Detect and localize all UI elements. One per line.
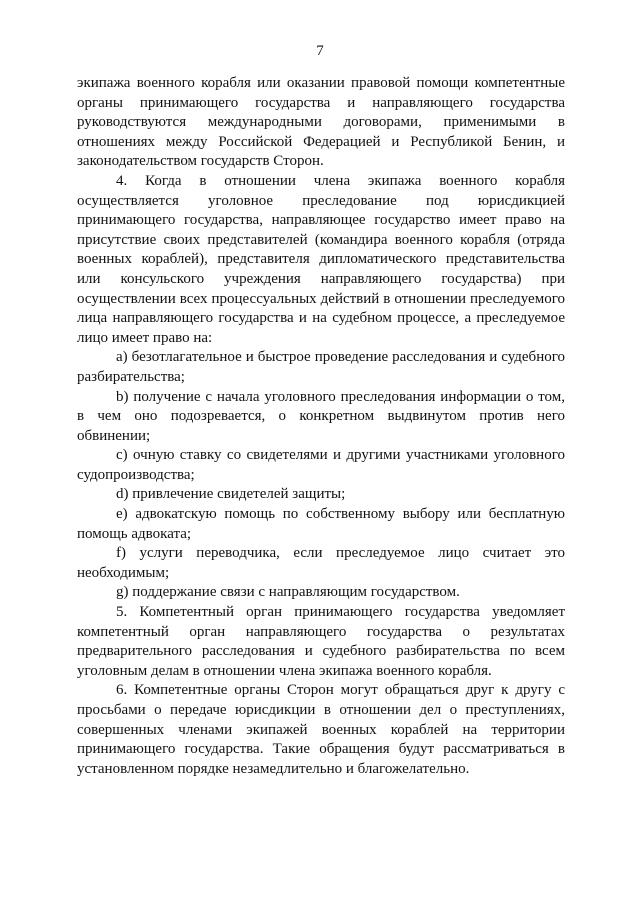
document-body [77, 74, 565, 779]
list-item-d: d) привлечение свидетелей защиты; [116, 486, 346, 503]
list-item-c: c) очную ставку со свидетелями и другими участниками уголовного судопроизводства; [77, 447, 565, 483]
paragraph-4: 4. Когда в отношении члена экипажа военного корабля осуществляется уголовное преследование под юрисдикцией принимающего государства, направляющее государство имеет право на присутствие своих представителей (командира военного корабля (отряда военных кораблей), представителя дипломатического представительства или консульского учреждения направляющего государства) при осуществлении всех процессуальных действий в отношении преследуемого лица направляющего государства и на судебном процессе, а преследуемое лицо имеет право на: [77, 172, 565, 346]
list-item-e: e) адвокатскую помощь по собственному выбору или бесплатную помощь адвоката; [77, 506, 565, 542]
paragraph-6: 6. Компетентные органы Сторон могут обращаться друг к другу с просьбами о передаче юрисдикции в отношении дел о преступлениях, совершенных членами экипажей военных кораблей на территории принимающего государства. Такие обращения будут рассматриваться в установленном порядке незамедлительно и благожелательно. [77, 682, 565, 777]
list-item-f: f) услуги переводчика, если преследуемое лицо считает это необходимым; [77, 545, 565, 581]
list-item-b: b) получение с начала уголовного преследования информации о том, в чем оно подозревается, о конкретном выдвинутом против него обвинении; [77, 388, 565, 444]
page-number: 7 [316, 43, 324, 59]
paragraph-5: 5. Компетентный орган принимающего государства уведомляет компетентный орган направляющего государства о результатах предварительного расследования и судебного разбирательства по всем уголовным делам в отношении члена экипажа военного корабля. [77, 604, 565, 679]
paragraph-continuation: экипажа военного корабля или оказании правовой помощи компетентные органы принимающего государства и направляющего государства руководствуются международными договорами, применимыми в отношениях между Российской Федерацией и Республикой Бенин, и законодательством государств Сторон. [77, 75, 565, 170]
list-item-a: a) безотлагательное и быстрое проведение расследования и судебного разбирательства; [77, 349, 565, 385]
list-item-g: g) поддержание связи с направляющим государством. [116, 584, 460, 601]
